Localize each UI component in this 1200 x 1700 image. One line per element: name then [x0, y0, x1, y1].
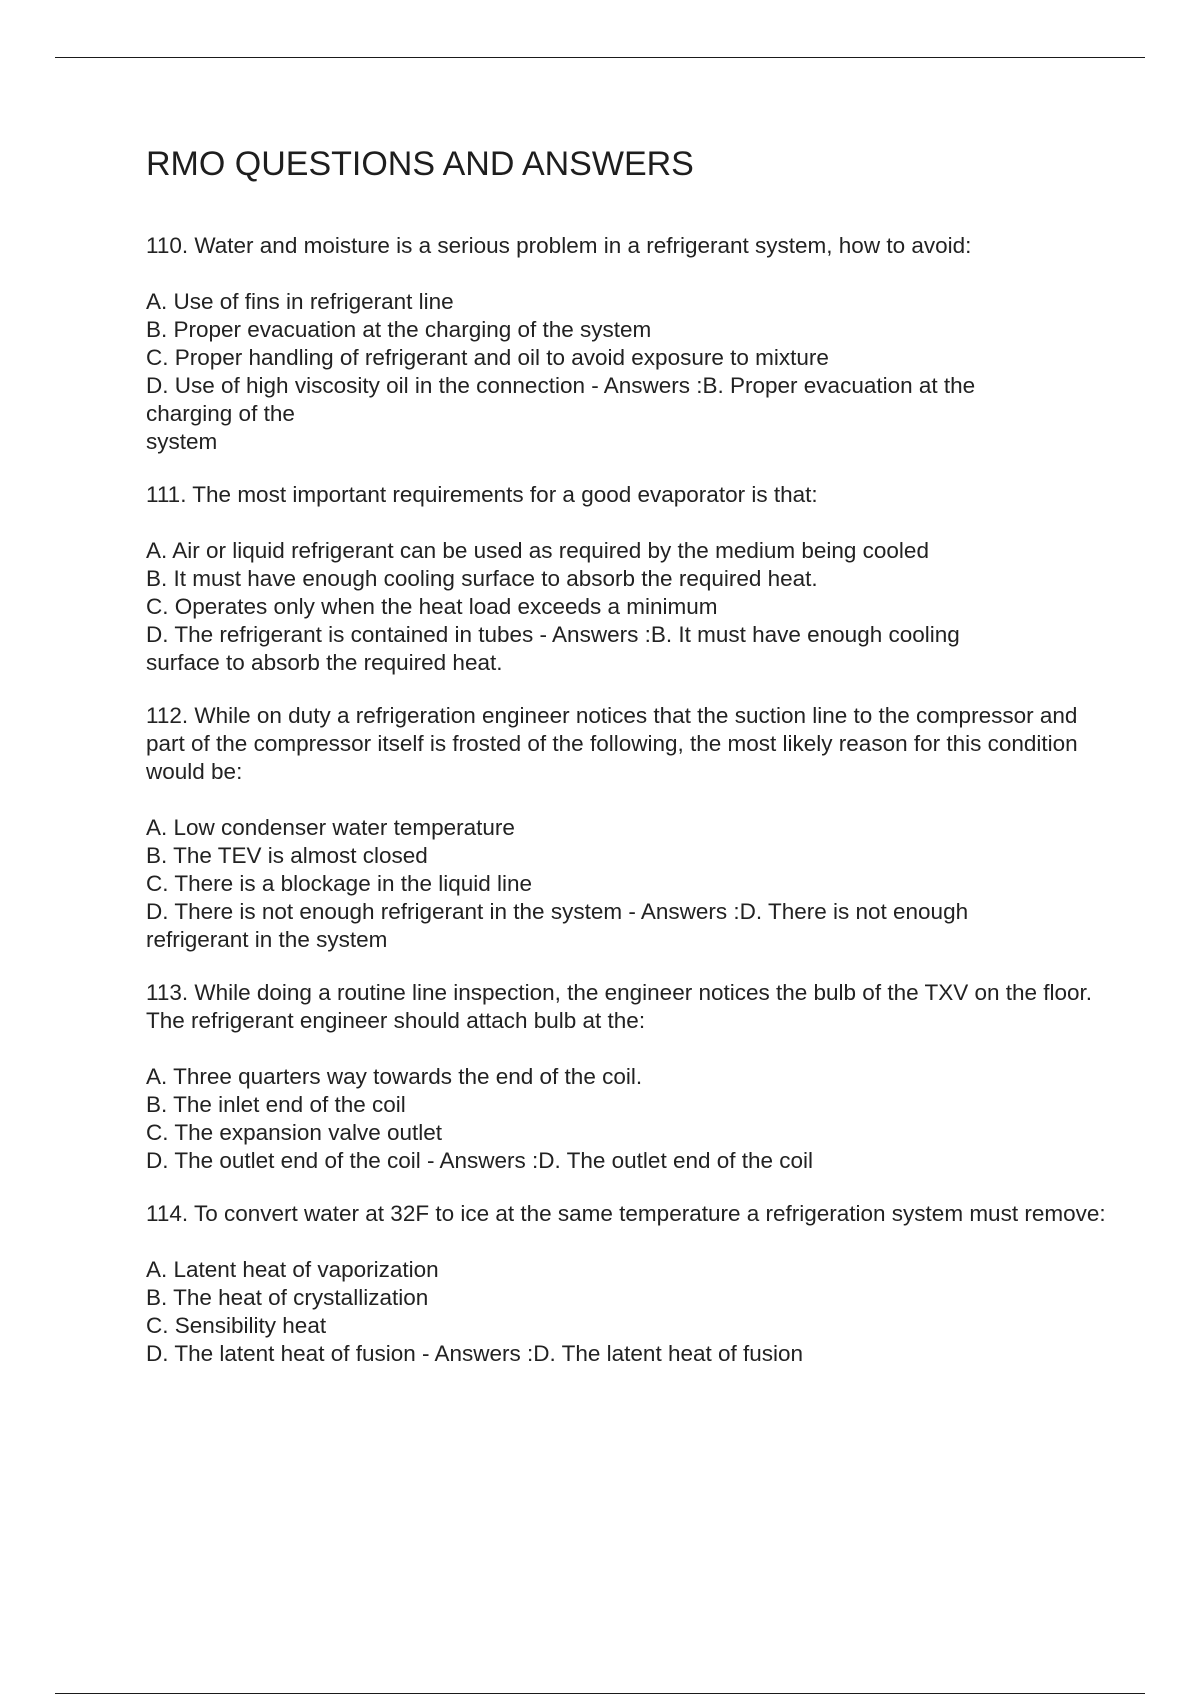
page-title: RMO QUESTIONS AND ANSWERS [146, 145, 694, 183]
question-block [146, 1200, 1106, 1368]
option-c: C. There is a blockage in the liquid line [146, 871, 533, 896]
option-b: B. Proper evacuation at the charging of the system [146, 317, 652, 342]
option-b: B. The heat of crystallization [146, 1285, 429, 1310]
question-text: 110. Water and moisture is a serious problem in a refrigerant system, how to avoid: [146, 233, 972, 258]
option-d-with-answer: D. The latent heat of fusion - Answers :D. The latent heat of fusion [146, 1341, 804, 1366]
option-a: A. Low condenser water temperature [146, 815, 515, 840]
option-d-with-answer: D. Use of high viscosity oil in the connection - Answers :B. Proper evacuation at the [146, 373, 976, 398]
option-c: C. Sensibility heat [146, 1313, 327, 1338]
bottom-rule [55, 1693, 1145, 1694]
option-d-with-answer: D. The refrigerant is contained in tubes - Answers :B. It must have enough cooling [146, 622, 960, 647]
question-text: 112. While on duty a refrigeration engineer notices that the suction line to the compressor and part of the compressor itself is frosted of the following, the most likely reason for this condition would be: [146, 703, 1078, 784]
top-rule [55, 57, 1145, 58]
option-d-with-answer: D. The outlet end of the coil - Answers :D. The outlet end of the coil [146, 1148, 814, 1173]
option-b: B. The inlet end of the coil [146, 1092, 406, 1117]
question-text: 113. While doing a routine line inspection, the engineer notices the bulb of the TXV on the floor. The refrigerant engineer should attach bulb at the: [146, 980, 1093, 1033]
option-c: C. The expansion valve outlet [146, 1120, 443, 1145]
option-b: B. It must have enough cooling surface to absorb the required heat. [146, 566, 818, 591]
answer-options [146, 288, 1106, 456]
option-b: B. The TEV is almost closed [146, 843, 428, 868]
answer-options [146, 1063, 1106, 1175]
option-a: A. Air or liquid refrigerant can be used as required by the medium being cooled [146, 538, 929, 563]
option-a: A. Latent heat of vaporization [146, 1257, 439, 1282]
answer-options [146, 537, 1106, 677]
option-c: C. Operates only when the heat load exceeds a minimum [146, 594, 718, 619]
question-text: 114. To convert water at 32F to ice at the same temperature a refrigeration system must remove: [146, 1201, 1106, 1226]
option-a: A. Three quarters way towards the end of the coil. [146, 1064, 643, 1089]
question-block [146, 481, 1106, 677]
answer-continuation: refrigerant in the system [146, 927, 388, 952]
option-d-with-answer: D. There is not enough refrigerant in the system - Answers :D. There is not enough [146, 899, 969, 924]
answer-continuation: system [146, 429, 218, 454]
answer-options [146, 1256, 1106, 1368]
answer-continuation: charging of the [146, 401, 295, 426]
question-block [146, 232, 1106, 456]
option-c: C. Proper handling of refrigerant and oil to avoid exposure to mixture [146, 345, 829, 370]
question-block [146, 979, 1106, 1175]
option-a: A. Use of fins in refrigerant line [146, 289, 454, 314]
answer-options [146, 814, 1106, 954]
question-block [146, 702, 1106, 954]
answer-continuation: surface to absorb the required heat. [146, 650, 503, 675]
document-body [146, 140, 1106, 1393]
question-text: 111. The most important requirements for a good evaporator is that: [146, 482, 818, 507]
